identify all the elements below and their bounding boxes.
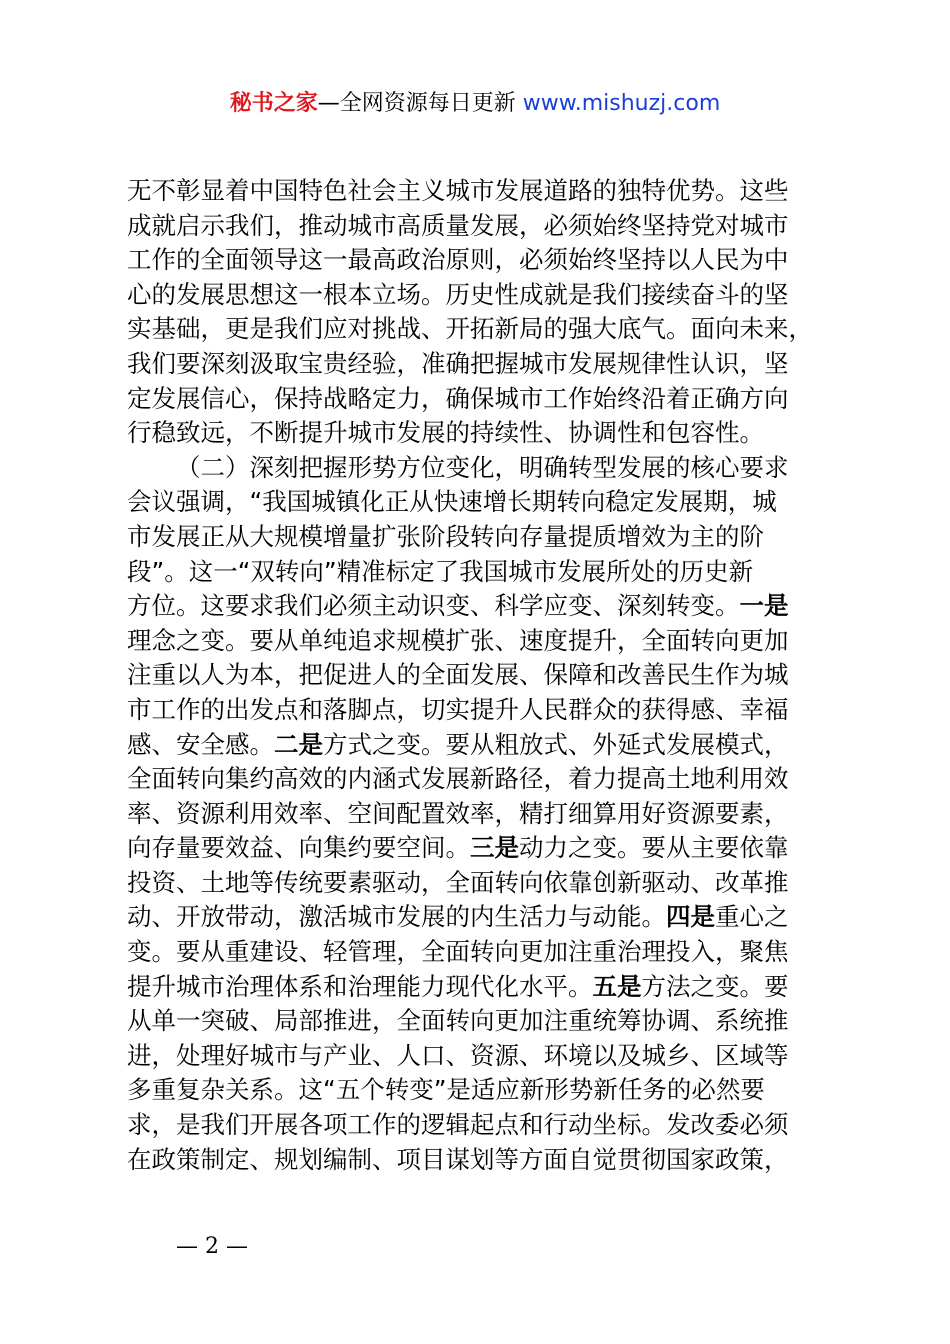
text-segment: 市发展正从大规模增量扩张阶段转向存量提质增效为主的阶 (127, 521, 764, 551)
text-line (127, 1039, 835, 1074)
site-slogan: —全网资源每日更新 (317, 91, 523, 116)
text-segment: 方式之变。要从粗放式、外延式发展模式， (323, 729, 789, 759)
text-segment: 工作的全面领导这一最高政治原则，必须始终坚持以人民为中 (127, 245, 789, 275)
text-segment: 从单一突破、局部推进，全面转向更加注重统筹协调、系统推 (127, 1006, 789, 1036)
text-segment: 行稳致远，不断提升城市发展的持续性、协调性和包容性。 (127, 418, 764, 448)
text-line (127, 970, 835, 1005)
text-line (127, 485, 835, 520)
text-segment: 动力之变。要从主要依靠 (519, 833, 789, 863)
text-line (127, 1143, 835, 1178)
text-line (127, 866, 835, 901)
text-segment: 方法之变。要 (641, 971, 789, 1001)
text-line (127, 935, 835, 970)
text-line (127, 209, 835, 244)
page-number: — 2 — (176, 1234, 248, 1259)
text-segment: 感、安全感。 (127, 729, 274, 759)
site-header (0, 88, 950, 120)
text-line (127, 589, 835, 624)
text-line (127, 382, 835, 417)
text-line (127, 831, 835, 866)
text-segment: 我们要深刻汲取宝贵经验，准确把握城市发展规律性认识，坚 (127, 348, 789, 378)
text-segment: 无不彰显着中国特色社会主义城市发展道路的独特优势。这些 (127, 176, 789, 205)
text-line (127, 520, 835, 555)
text-segment: 提升城市治理体系和治理能力现代化水平。 (127, 971, 593, 1001)
text-line (127, 624, 835, 659)
text-segment: 动、开放带动，激活城市发展的内生活力与动能。 (127, 902, 666, 932)
document-body (127, 174, 835, 1177)
text-line (127, 1073, 835, 1108)
site-brand: 秘书之家 (229, 91, 318, 116)
text-line (127, 1004, 835, 1039)
text-segment: 注重以人为本，把促进人的全面发展、保障和改善民生作为城 (127, 660, 789, 690)
text-line (127, 243, 835, 278)
emphasis-text: 二是 (274, 729, 323, 759)
text-segment: 向存量要效益、向集约要空间。 (127, 833, 470, 863)
text-line (127, 728, 835, 763)
site-url-link[interactable]: www.mishuzj.com (522, 91, 721, 116)
text-segment: 全面转向集约高效的内涵式发展新路径，着力提高土地利用效 (127, 764, 789, 794)
text-segment: 实基础，更是我们应对挑战、开拓新局的强大底气。面向未来， (127, 314, 813, 344)
text-line (127, 797, 835, 832)
section-heading (127, 451, 835, 486)
text-segment: 心的发展思想这一根本立场。历史性成就是我们接续奋斗的坚 (127, 279, 789, 309)
text-line (127, 762, 835, 797)
text-segment: 定发展信心，保持战略定力，确保城市工作始终沿着正确方向 (127, 383, 789, 413)
text-line (127, 174, 835, 209)
emphasis-text: 三是 (470, 833, 519, 863)
emphasis-text: 一是 (739, 591, 789, 621)
text-line (127, 347, 835, 382)
text-segment: 求，是我们开展各项工作的逻辑起点和行动坐标。发改委必须 (127, 1110, 789, 1140)
text-line (127, 312, 835, 347)
text-segment: 方位。这要求我们必须主动识变、科学应变、深刻转变。 (127, 591, 740, 621)
text-segment: 在政策制定、规划编制、项目谋划等方面自觉贯彻国家政策， (127, 1144, 789, 1174)
text-segment: 进，处理好城市与产业、人口、资源、环境以及城乡、区域等 (127, 1040, 789, 1070)
text-line (127, 1108, 835, 1143)
text-segment: （二）深刻把握形势方位变化，明确转型发展的核心要求 (176, 452, 789, 482)
emphasis-text: 五是 (592, 971, 642, 1001)
emphasis-text: 四是 (666, 902, 715, 932)
text-segment: 多重复杂关系。这“五个转变”是适应新形势新任务的必然要 (127, 1075, 765, 1105)
text-segment: 段”。这一“双转向”精准标定了我国城市发展所处的历史新 (127, 556, 754, 586)
text-segment: 理念之变。要从单纯追求规模扩张、速度提升，全面转向更加 (127, 625, 789, 655)
text-line (127, 555, 835, 590)
text-line (127, 278, 835, 313)
text-segment: 率、资源利用效率、空间配置效率，精打细算用好资源要素， (127, 798, 789, 828)
text-segment: 变。要从重建设、轻管理，全面转向更加注重治理投入，聚焦 (127, 937, 789, 967)
text-line (127, 693, 835, 728)
text-segment: 重心之 (715, 902, 789, 932)
text-line (127, 416, 835, 451)
text-line (127, 658, 835, 693)
text-segment: 投资、土地等传统要素驱动，全面转向依靠创新驱动、改革推 (127, 867, 789, 897)
text-segment: 市工作的出发点和落脚点，切实提升人民群众的获得感、幸福 (127, 694, 789, 724)
text-line (127, 900, 835, 935)
text-segment: 会议强调，“我国城镇化正从快速增长期转向稳定发展期，城 (127, 487, 777, 517)
text-segment: 成就启示我们，推动城市高质量发展，必须始终坚持党对城市 (127, 210, 789, 240)
